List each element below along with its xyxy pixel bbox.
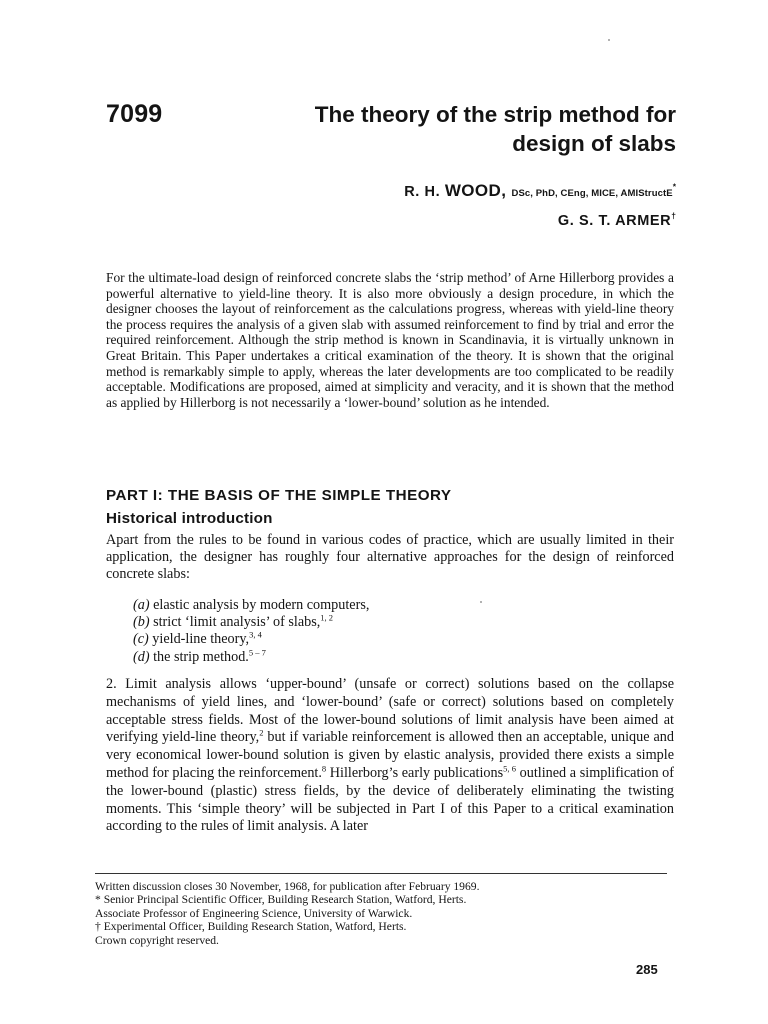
- abstract: For the ultimate-load design of reinforced concrete slabs the ‘strip method’ of Arne Hillerborg provides a powerful alternative to yield-line theory. It is also more obviously a design procedure, in which the designer chooses the layout of reinforcement as the calculations progress, whereas with yield-line theory the process requires the analysis of a given slab with assumed reinforcement to find by trial and error the required reinforcement. Although the strip method is known in Scandinavia, it is virtually unknown in Great Britain. This Paper undertakes a critical examination of the theory. It is shown that the original method is remarkably simple to apply, whereas the later developments are too complicated to be readily acceptable. Modifications are proposed, aimed at simplicity and veracity, and it is shown that the method as applied by Hillerborg is not necessarily a ‘lower-bound’ solution as he intended.: [106, 270, 674, 410]
- author-footnote-mark: †: [671, 210, 676, 221]
- footnote: Crown copyright reserved.: [95, 933, 219, 947]
- paragraph-2: [106, 676, 674, 836]
- footnote: Written discussion closes 30 November, 1968, for publication after February 1969.: [95, 880, 480, 893]
- list-text: the strip method.: [153, 648, 249, 665]
- reference-mark: 5 – 7: [248, 646, 266, 657]
- scan-speck: [608, 39, 610, 41]
- section-heading: Historical introduction: [106, 510, 273, 527]
- paragraph-2-text: outlined a simplification of the lower-bound (plastic) stress fields, by the device of deliberately eliminating the twisting moments. This ‘simple theory’ will be subjected in Part I of this Paper to a critical examination according to the rules of limit analysis. A later: [106, 764, 675, 835]
- author-surname: WOOD,: [444, 181, 512, 200]
- author-footnote-mark: *: [672, 181, 676, 192]
- author-credentials: DSc, PhD, CEng, MICE, AMIStructE: [511, 188, 673, 199]
- reference-mark: 5, 6: [503, 763, 516, 774]
- footnote: † Experimental Officer, Building Research Station, Watford, Herts.: [95, 920, 407, 934]
- paper-title: [216, 100, 676, 158]
- list-item: [133, 646, 369, 666]
- paragraph-2-text: Hillerborg’s early publications: [326, 764, 504, 781]
- list-item: [133, 597, 369, 614]
- footnote: * Senior Principal Scientific Officer, Building Research Station, Watford, Herts.: [95, 893, 467, 907]
- list-marker: (b): [133, 614, 150, 631]
- list-marker: (c): [133, 631, 149, 648]
- author-armer: [558, 212, 676, 230]
- author-wood: [404, 181, 676, 201]
- footnotes: [95, 880, 479, 947]
- reference-mark: 3, 4: [249, 629, 262, 640]
- title-line-2: design of slabs: [512, 131, 676, 156]
- part-heading: PART I: THE BASIS OF THE SIMPLE THEORY: [106, 487, 452, 504]
- list-marker: (a): [133, 597, 150, 613]
- intro-paragraph: Apart from the rules to be found in various codes of practice, which are usually limited in their application, the designer has roughly four alternative approaches for the design of reinforced concrete slabs:: [106, 532, 674, 583]
- list-text: elastic analysis by modern computers,: [153, 597, 370, 613]
- paper-number: 7099: [106, 100, 163, 128]
- author-name: G. S. T. ARMER: [557, 213, 672, 229]
- scan-speck: [480, 601, 482, 603]
- footnote: Associate Professor of Engineering Science, University of Warwick.: [95, 906, 413, 920]
- reference-mark: 2: [259, 727, 264, 738]
- author-initials: R. H.: [404, 184, 445, 200]
- paragraph-2-text: 2. Limit analysis allows ‘upper-bound’ (unsafe or correct) solutions based on the collapse mechanisms of yield lines, and ‘lower-bound’ (safe or correct) solutions based on completely acceptable stress fields. Most of the lower-bound solutions of limit analysis have been aimed at verifying yield-line theory,: [106, 676, 674, 746]
- reference-mark: 1, 2: [320, 612, 334, 623]
- list-marker: (d): [133, 648, 150, 665]
- reference-mark: 8: [321, 763, 327, 774]
- page-number: 285: [636, 962, 658, 977]
- approaches-list: [133, 597, 369, 666]
- paragraph-2-text: but if variable reinforcement is allowed then an acceptable, unique and very economical lower-bound solution is given by elastic analysis, provided there exists a simple method for placing the reinforcement.: [106, 729, 674, 781]
- list-text: yield-line theory,: [152, 631, 250, 648]
- list-text: strict ‘limit analysis’ of slabs,: [153, 614, 321, 631]
- author-name-prefix: [404, 181, 512, 200]
- footnote-divider: [95, 873, 667, 874]
- title-line-1: The theory of the strip method for: [314, 102, 676, 127]
